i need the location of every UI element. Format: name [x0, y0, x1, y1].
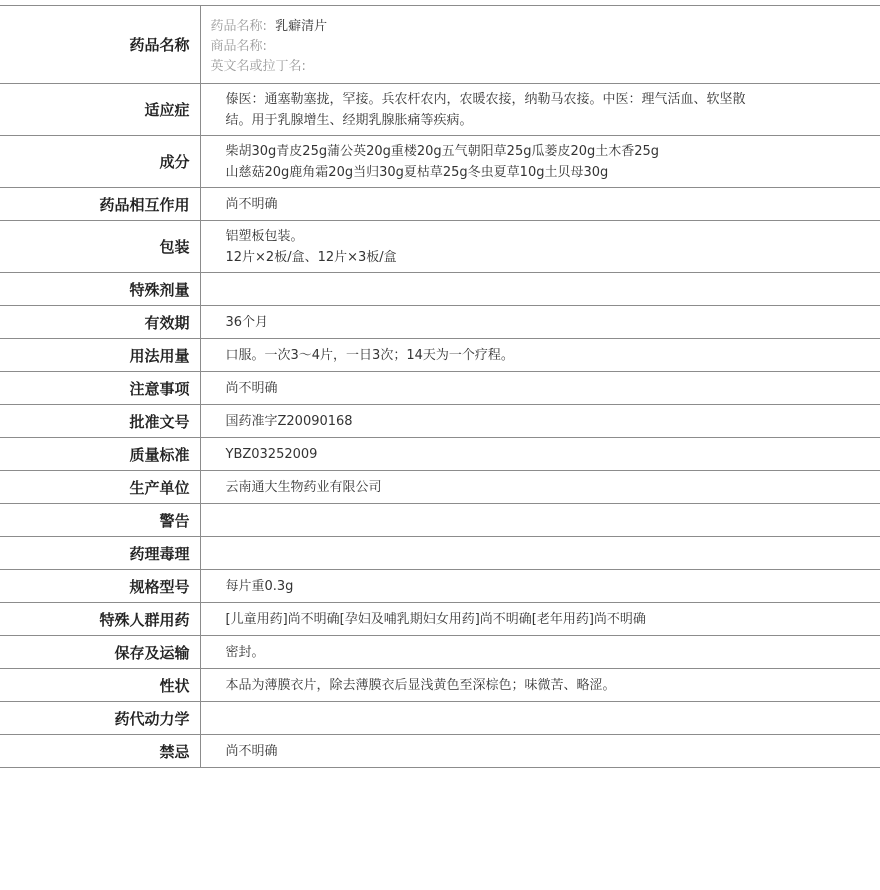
row-label: 适应症	[0, 84, 200, 136]
row-dosage	[0, 339, 880, 372]
row-drug-name	[0, 6, 880, 84]
row-approval-number	[0, 405, 880, 438]
value-line: 结。用于乳腺增生、经期乳腺胀痛等疾病。	[225, 112, 473, 128]
row-warning	[0, 504, 880, 537]
row-label: 性状	[0, 669, 200, 702]
row-pharmacology	[0, 537, 880, 570]
row-label: 用法用量	[0, 339, 200, 372]
value-line: 尚不明确	[225, 196, 278, 212]
row-interactions	[0, 188, 880, 221]
row-value	[200, 273, 880, 306]
row-label: 警告	[0, 504, 200, 537]
row-value	[200, 438, 880, 471]
value-line: 傣医：通塞勒塞拢，罕接。兵农杆农内，农暖农接，纳勒马农接。中医：理气活血、软坚散	[225, 91, 746, 107]
row-label: 规格型号	[0, 570, 200, 603]
value-line: 国药准字Z20090168	[225, 413, 353, 429]
row-value	[200, 504, 880, 537]
row-label: 特殊剂量	[0, 273, 200, 306]
english-name-line	[211, 57, 821, 77]
row-value	[200, 603, 880, 636]
value-line: 每片重0.3g	[225, 578, 294, 594]
row-ingredients	[0, 136, 880, 188]
row-value	[200, 669, 880, 702]
row-storage	[0, 636, 880, 669]
value-line: 柴胡30g青皮25g蒲公英20g重楼20g五气朝阳草25g瓜蒌皮20g土木香25g	[225, 143, 660, 159]
english-name-key: 英文名或拉丁名:	[210, 59, 306, 74]
value-line: YBZ03252009	[225, 446, 318, 462]
row-quality-standard	[0, 438, 880, 471]
row-value	[200, 405, 880, 438]
row-value	[200, 702, 880, 735]
row-label: 成分	[0, 136, 200, 188]
row-indications	[0, 84, 880, 136]
generic-name-value: 乳癖清片	[275, 19, 328, 34]
value-line: 36个月	[225, 314, 269, 330]
row-label: 药理毒理	[0, 537, 200, 570]
row-value	[200, 6, 880, 84]
row-specification	[0, 570, 880, 603]
row-pharmacokinetics	[0, 702, 880, 735]
drug-info-table	[0, 5, 880, 768]
row-label: 有效期	[0, 306, 200, 339]
row-label: 生产单位	[0, 471, 200, 504]
row-value	[200, 636, 880, 669]
row-value	[200, 570, 880, 603]
row-description	[0, 669, 880, 702]
value-line: 口服。一次3～4片，一日3次；14天为一个疗程。	[225, 347, 514, 363]
row-label: 注意事项	[0, 372, 200, 405]
row-label: 特殊人群用药	[0, 603, 200, 636]
row-value	[200, 84, 880, 136]
row-label: 药代动力学	[0, 702, 200, 735]
value-line: 铝塑板包装。	[225, 228, 304, 244]
row-shelf-life	[0, 306, 880, 339]
value-line: [儿童用药]尚不明确[孕妇及哺乳期妇女用药]尚不明确[老年用药]尚不明确	[225, 611, 646, 627]
value-line: 本品为薄膜衣片，除去薄膜衣后显浅黄色至深棕色；味微苦、略涩。	[225, 677, 616, 693]
row-value	[200, 306, 880, 339]
row-special-dosage	[0, 273, 880, 306]
row-value	[200, 339, 880, 372]
row-value	[200, 188, 880, 221]
row-label: 药品相互作用	[0, 188, 200, 221]
row-value	[200, 471, 880, 504]
row-value	[200, 537, 880, 570]
row-label: 质量标准	[0, 438, 200, 471]
row-packaging	[0, 221, 880, 273]
trade-name-line	[211, 37, 821, 57]
row-label: 包装	[0, 221, 200, 273]
generic-name-line	[211, 17, 821, 37]
row-label: 禁忌	[0, 735, 200, 768]
trade-name-key: 商品名称:	[210, 39, 267, 54]
row-manufacturer	[0, 471, 880, 504]
value-line: 云南通大生物药业有限公司	[225, 479, 382, 495]
value-line: 尚不明确	[225, 380, 278, 396]
value-line: 尚不明确	[225, 743, 278, 759]
row-value	[200, 136, 880, 188]
row-value	[200, 221, 880, 273]
row-label: 药品名称	[0, 6, 200, 84]
row-special-populations	[0, 603, 880, 636]
row-label: 保存及运输	[0, 636, 200, 669]
value-line: 12片×2板/盒、12片×3板/盒	[225, 249, 397, 265]
row-precautions	[0, 372, 880, 405]
row-value	[200, 372, 880, 405]
value-line: 山慈菇20g鹿角霜20g当归30g夏枯草25g冬虫夏草10g土贝母30g	[225, 164, 609, 180]
row-value	[200, 735, 880, 768]
row-contraindications	[0, 735, 880, 768]
generic-name-key: 药品名称:	[210, 19, 267, 34]
value-line: 密封。	[225, 644, 265, 660]
row-label: 批准文号	[0, 405, 200, 438]
